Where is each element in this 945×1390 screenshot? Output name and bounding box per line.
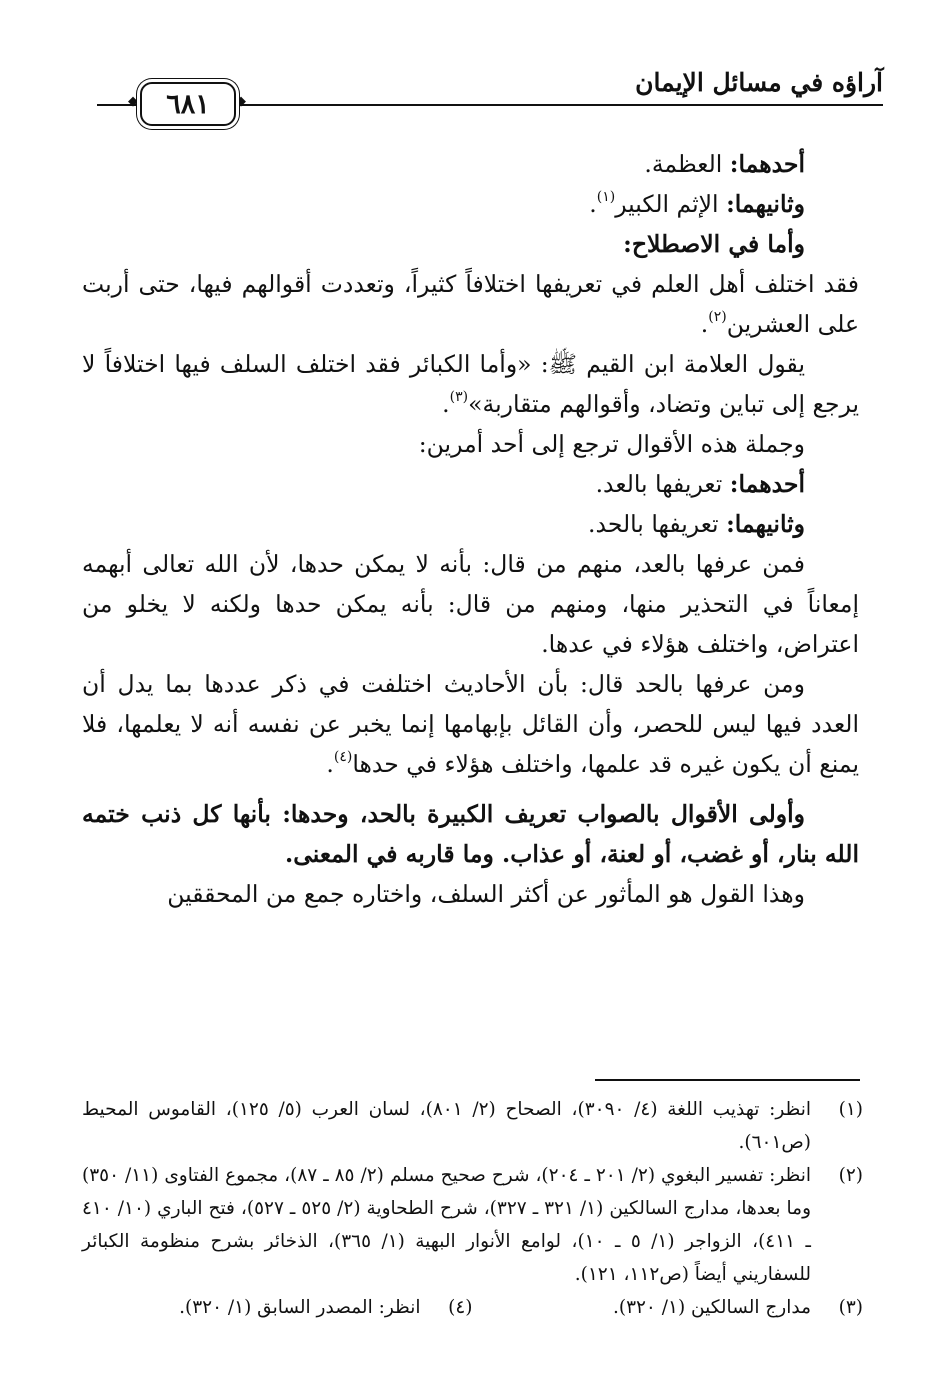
paragraph-label: أحدهما: [729,150,805,178]
paragraph [82,144,859,184]
footnotes [82,1093,863,1324]
paragraph-label: أحدهما: [729,470,805,498]
footnote-ref[interactable]: (٣) [449,389,469,405]
footnote-ref[interactable]: (٤) [333,749,353,765]
paragraph-text: فمن عرفها بالعد، منهم من قال: بأنه لا يمكن حدها، لأن الله تعالى أبهمه إمعاناً في التحذير منها، ومنهم من قال: بأنه يمكن حدها ولكنه لا يخلو من اعتراض، واختلف هؤلاء في عدها. [82,550,859,658]
paragraph [82,224,859,264]
footnote-text: مدارج السالكين (١/ ٣٢٠). [612,1297,811,1318]
footnote-row [82,1291,863,1324]
footnote [82,1159,863,1291]
paragraph-text: الإثم الكبير [615,190,727,218]
main-text [82,144,859,914]
footnote [473,1291,864,1324]
paragraph [82,544,859,664]
footnote-number: (٣) [838,1297,863,1318]
paragraph-text: العظمة. [644,150,730,178]
section-heading: وأما في الاصطلاح: [623,230,805,258]
running-title: آراؤه في مسائل الإيمان [635,68,883,97]
footnote-text: انظر: تفسير البغوي (٢/ ٢٠١ ـ ٢٠٤)، شرح صحيح مسلم (٢/ ٨٥ ـ ٨٧)، مجموع الفتاوى (١١/ ٣٥٠) وما بعدها، مدارج السالكين (١/ ٣٢١ ـ ٣٢٧)، شرح الطحاوية (٢/ ٥٢٥ ـ ٥٢٧)، فتح الباري (١٠/ ٤١٠ ـ ٤١١)، الزواجر (١/ ٥ ـ ١٠)، لوامع الأنوار البهية (١/ ٣٦٥)، الذخائر بشرح منظومة الكبائر للسفاريني أيضاً (ص١١٢، ١٢١). [82,1165,812,1285]
punctuation: . [589,190,597,218]
paragraph [82,184,859,224]
punctuation: . [326,750,334,778]
paragraph [82,464,859,504]
paragraph [82,664,859,784]
paragraph-text: تعريفها بالحد. [588,510,727,538]
ornament-icon: ◆ [128,94,138,109]
paragraph [82,874,859,914]
paragraph-text: وهذا القول هو المأثور عن أكثر السلف، واختاره جمع من المحققين [167,880,805,908]
paragraph-text: وجملة هذه الأقوال ترجع إلى أحد أمرين: [418,430,805,458]
footnote [82,1291,473,1324]
paragraph-definition [82,794,859,874]
page-number-frame [140,82,236,126]
ornament-icon: ◆ [236,94,246,109]
definition-text: وأولى الأقوال بالصواب تعريف الكبيرة بالحد، وحدها: بأنها كل ذنب ختمه الله بنار، أو غضب، أو لعنة، أو عذاب. وما قاربه في المعنى. [82,800,859,868]
footnote-number: (٢) [838,1165,863,1186]
footnote-ref[interactable]: (٢) [708,309,727,325]
footnote [82,1093,863,1159]
quotation-text: يقول العلامة ابن القيم ﷺ: «وأما الكبائر فقد اختلف السلف فيها اختلافاً لا يرجع إلى تباين وتضاد، وأقوالهم متقاربة» [82,350,859,418]
paragraph [82,424,859,464]
footnote-rule [595,1079,860,1081]
paragraph [82,504,859,544]
page-number: ٦٨١ [166,88,210,120]
footnote-ref[interactable]: (١) [596,189,616,205]
punctuation: . [700,310,709,338]
punctuation: . [442,390,450,418]
paragraph-text: تعريفها بالعد. [595,470,730,498]
paragraph-text: ومن عرفها بالحد قال: بأن الأحاديث اختلفت في ذكر عددها بما يدل أن العدد فيها ليس للحصر، وأن القائل بإبهامها إنما يخبر عن نفسه أنه لا يعلمها، فلا يمنع أن يكون غيره قد علمها، واختلف هؤلاء في حدها [82,670,859,778]
paragraph [82,264,859,344]
paragraph-label: وثانيهما: [726,510,805,538]
paragraph-text: فقد اختلف أهل العلم في تعريفها اختلافاً كثيراً، وتعددت أقوالهم فيها، حتى أربت على العشرين [82,270,859,338]
paragraph [82,344,859,424]
footnote-text: انظر: المصدر السابق (١/ ٣٢٠). [179,1297,421,1318]
paragraph-label: وثانيهما: [726,190,805,218]
footnote-number: (٤) [448,1297,473,1318]
footnote-number: (١) [838,1099,863,1120]
footnote-text: انظر: تهذيب اللغة (٤/ ٣٠٩٠)، الصحاح (٢/ ٨٠١)، لسان العرب (٥/ ١٢٥)، القاموس المحيط (ص٦٠١). [82,1099,811,1153]
